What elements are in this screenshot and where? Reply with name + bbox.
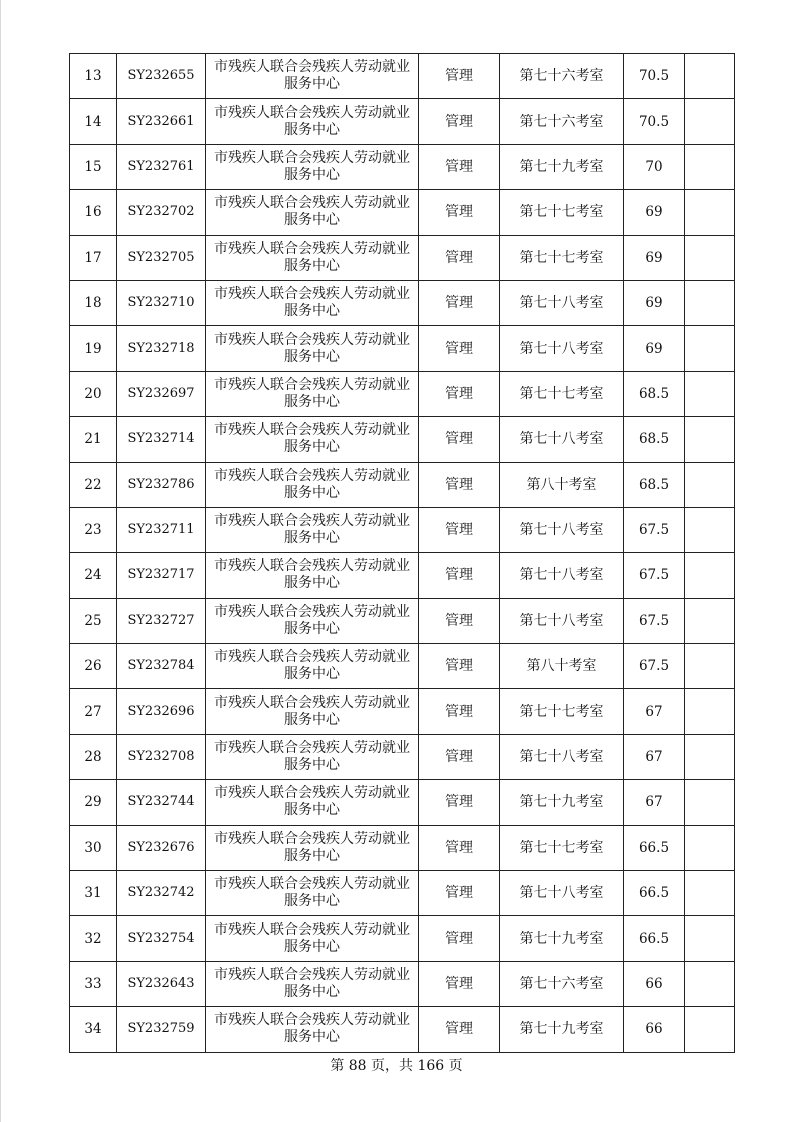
table-row — [70, 371, 735, 416]
remark-cell — [685, 961, 735, 1006]
candidate-id-cell: SY232744 — [117, 780, 206, 825]
row-number-cell: 31 — [70, 871, 117, 916]
row-number-cell: 27 — [70, 689, 117, 734]
candidate-id-cell: SY232711 — [117, 507, 206, 552]
score-cell: 66 — [624, 961, 685, 1006]
remark-cell — [685, 916, 735, 961]
row-number-cell: 20 — [70, 371, 117, 416]
row-number-cell: 19 — [70, 326, 117, 371]
exam-room-cell: 第七十六考室 — [500, 961, 624, 1006]
exam-room-cell: 第七十九考室 — [500, 780, 624, 825]
exam-room-cell: 第七十六考室 — [500, 99, 624, 144]
table-row — [70, 553, 735, 598]
table-row — [70, 961, 735, 1006]
exam-room-cell: 第七十七考室 — [500, 371, 624, 416]
score-cell: 70.5 — [624, 99, 685, 144]
employer-unit-cell: 市残疾人联合会残疾人劳动就业服务中心 — [206, 598, 419, 643]
score-cell: 67 — [624, 689, 685, 734]
candidate-id-cell: SY232705 — [117, 235, 206, 280]
exam-room-cell: 第七十七考室 — [500, 235, 624, 280]
position-type-cell: 管理 — [419, 144, 500, 189]
employer-unit-cell: 市残疾人联合会残疾人劳动就业服务中心 — [206, 417, 419, 462]
employer-unit-cell: 市残疾人联合会残疾人劳动就业服务中心 — [206, 507, 419, 552]
candidate-score-table — [69, 53, 735, 1053]
row-number-cell: 21 — [70, 417, 117, 462]
remark-cell — [685, 99, 735, 144]
exam-room-cell: 第七十八考室 — [500, 280, 624, 325]
position-type-cell: 管理 — [419, 644, 500, 689]
row-number-cell: 14 — [70, 99, 117, 144]
score-cell: 67.5 — [624, 598, 685, 643]
remark-cell — [685, 371, 735, 416]
employer-unit-cell: 市残疾人联合会残疾人劳动就业服务中心 — [206, 961, 419, 1006]
employer-unit-cell: 市残疾人联合会残疾人劳动就业服务中心 — [206, 235, 419, 280]
row-number-cell: 34 — [70, 1007, 117, 1052]
table-row — [70, 462, 735, 507]
position-type-cell: 管理 — [419, 825, 500, 870]
table-row — [70, 280, 735, 325]
exam-room-cell: 第七十八考室 — [500, 507, 624, 552]
employer-unit-cell: 市残疾人联合会残疾人劳动就业服务中心 — [206, 644, 419, 689]
exam-room-cell: 第七十八考室 — [500, 734, 624, 779]
remark-cell — [685, 734, 735, 779]
position-type-cell: 管理 — [419, 961, 500, 1006]
score-cell: 67.5 — [624, 507, 685, 552]
table-row — [70, 235, 735, 280]
table-row — [70, 326, 735, 371]
row-number-cell: 23 — [70, 507, 117, 552]
candidate-id-cell: SY232696 — [117, 689, 206, 734]
table-row — [70, 190, 735, 235]
score-cell: 67 — [624, 780, 685, 825]
exam-room-cell: 第七十九考室 — [500, 1007, 624, 1052]
row-number-cell: 15 — [70, 144, 117, 189]
score-cell: 66 — [624, 1007, 685, 1052]
remark-cell — [685, 689, 735, 734]
employer-unit-cell: 市残疾人联合会残疾人劳动就业服务中心 — [206, 280, 419, 325]
table-row — [70, 780, 735, 825]
position-type-cell: 管理 — [419, 99, 500, 144]
employer-unit-cell: 市残疾人联合会残疾人劳动就业服务中心 — [206, 144, 419, 189]
exam-room-cell: 第七十九考室 — [500, 144, 624, 189]
score-cell: 67 — [624, 734, 685, 779]
table-row — [70, 825, 735, 870]
candidate-id-cell: SY232655 — [117, 54, 206, 99]
position-type-cell: 管理 — [419, 689, 500, 734]
table-row — [70, 916, 735, 961]
position-type-cell: 管理 — [419, 734, 500, 779]
row-number-cell: 26 — [70, 644, 117, 689]
employer-unit-cell: 市残疾人联合会残疾人劳动就业服务中心 — [206, 326, 419, 371]
exam-room-cell: 第七十八考室 — [500, 871, 624, 916]
row-number-cell: 17 — [70, 235, 117, 280]
table-row — [70, 144, 735, 189]
score-cell: 68.5 — [624, 417, 685, 462]
row-number-cell: 30 — [70, 825, 117, 870]
table-body — [70, 54, 735, 1053]
remark-cell — [685, 462, 735, 507]
position-type-cell: 管理 — [419, 1007, 500, 1052]
candidate-id-cell: SY232717 — [117, 553, 206, 598]
remark-cell — [685, 1007, 735, 1052]
candidate-id-cell: SY232661 — [117, 99, 206, 144]
employer-unit-cell: 市残疾人联合会残疾人劳动就业服务中心 — [206, 916, 419, 961]
score-cell: 70 — [624, 144, 685, 189]
score-cell: 68.5 — [624, 371, 685, 416]
table-row — [70, 1007, 735, 1052]
score-cell: 67.5 — [624, 644, 685, 689]
exam-room-cell: 第七十七考室 — [500, 689, 624, 734]
position-type-cell: 管理 — [419, 553, 500, 598]
position-type-cell: 管理 — [419, 190, 500, 235]
remark-cell — [685, 507, 735, 552]
candidate-id-cell: SY232784 — [117, 644, 206, 689]
table-row — [70, 871, 735, 916]
row-number-cell: 33 — [70, 961, 117, 1006]
position-type-cell: 管理 — [419, 507, 500, 552]
score-cell: 69 — [624, 235, 685, 280]
candidate-id-cell: SY232727 — [117, 598, 206, 643]
position-type-cell: 管理 — [419, 916, 500, 961]
score-cell: 66.5 — [624, 871, 685, 916]
exam-room-cell: 第七十八考室 — [500, 417, 624, 462]
position-type-cell: 管理 — [419, 235, 500, 280]
remark-cell — [685, 144, 735, 189]
score-cell: 70.5 — [624, 54, 685, 99]
employer-unit-cell: 市残疾人联合会残疾人劳动就业服务中心 — [206, 871, 419, 916]
exam-room-cell: 第七十七考室 — [500, 190, 624, 235]
table-row — [70, 644, 735, 689]
candidate-id-cell: SY232697 — [117, 371, 206, 416]
exam-room-cell: 第七十八考室 — [500, 598, 624, 643]
candidate-id-cell: SY232754 — [117, 916, 206, 961]
exam-room-cell: 第七十六考室 — [500, 54, 624, 99]
exam-room-cell: 第七十九考室 — [500, 916, 624, 961]
employer-unit-cell: 市残疾人联合会残疾人劳动就业服务中心 — [206, 553, 419, 598]
employer-unit-cell: 市残疾人联合会残疾人劳动就业服务中心 — [206, 734, 419, 779]
page-footer: 第 88 页，共 166 页 — [330, 1058, 463, 1074]
candidate-id-cell: SY232676 — [117, 825, 206, 870]
candidate-id-cell: SY232643 — [117, 961, 206, 1006]
candidate-id-cell: SY232761 — [117, 144, 206, 189]
candidate-id-cell: SY232718 — [117, 326, 206, 371]
table-row — [70, 507, 735, 552]
row-number-cell: 13 — [70, 54, 117, 99]
row-number-cell: 16 — [70, 190, 117, 235]
candidate-id-cell: SY232759 — [117, 1007, 206, 1052]
exam-room-cell: 第七十八考室 — [500, 553, 624, 598]
score-cell: 66.5 — [624, 916, 685, 961]
candidate-id-cell: SY232714 — [117, 417, 206, 462]
employer-unit-cell: 市残疾人联合会残疾人劳动就业服务中心 — [206, 689, 419, 734]
position-type-cell: 管理 — [419, 871, 500, 916]
employer-unit-cell: 市残疾人联合会残疾人劳动就业服务中心 — [206, 1007, 419, 1052]
table-row — [70, 734, 735, 779]
score-cell: 66.5 — [624, 825, 685, 870]
table-row — [70, 689, 735, 734]
row-number-cell: 25 — [70, 598, 117, 643]
score-cell: 69 — [624, 326, 685, 371]
position-type-cell: 管理 — [419, 462, 500, 507]
row-number-cell: 28 — [70, 734, 117, 779]
employer-unit-cell: 市残疾人联合会残疾人劳动就业服务中心 — [206, 825, 419, 870]
page-edge-line — [0, 0, 1, 1122]
table-row — [70, 598, 735, 643]
remark-cell — [685, 553, 735, 598]
table-row — [70, 99, 735, 144]
exam-room-cell: 第七十八考室 — [500, 326, 624, 371]
employer-unit-cell: 市残疾人联合会残疾人劳动就业服务中心 — [206, 190, 419, 235]
position-type-cell: 管理 — [419, 598, 500, 643]
remark-cell — [685, 235, 735, 280]
employer-unit-cell: 市残疾人联合会残疾人劳动就业服务中心 — [206, 462, 419, 507]
row-number-cell: 24 — [70, 553, 117, 598]
position-type-cell: 管理 — [419, 780, 500, 825]
score-cell: 68.5 — [624, 462, 685, 507]
employer-unit-cell: 市残疾人联合会残疾人劳动就业服务中心 — [206, 99, 419, 144]
row-number-cell: 22 — [70, 462, 117, 507]
table-row — [70, 54, 735, 99]
row-number-cell: 29 — [70, 780, 117, 825]
remark-cell — [685, 780, 735, 825]
employer-unit-cell: 市残疾人联合会残疾人劳动就业服务中心 — [206, 54, 419, 99]
candidate-id-cell: SY232742 — [117, 871, 206, 916]
remark-cell — [685, 326, 735, 371]
table-row — [70, 417, 735, 462]
remark-cell — [685, 598, 735, 643]
candidate-id-cell: SY232708 — [117, 734, 206, 779]
score-cell: 69 — [624, 280, 685, 325]
remark-cell — [685, 54, 735, 99]
position-type-cell: 管理 — [419, 280, 500, 325]
remark-cell — [685, 871, 735, 916]
position-type-cell: 管理 — [419, 54, 500, 99]
exam-room-cell: 第七十七考室 — [500, 825, 624, 870]
candidate-id-cell: SY232702 — [117, 190, 206, 235]
employer-unit-cell: 市残疾人联合会残疾人劳动就业服务中心 — [206, 371, 419, 416]
remark-cell — [685, 190, 735, 235]
row-number-cell: 18 — [70, 280, 117, 325]
position-type-cell: 管理 — [419, 417, 500, 462]
exam-room-cell: 第八十考室 — [500, 462, 624, 507]
employer-unit-cell: 市残疾人联合会残疾人劳动就业服务中心 — [206, 780, 419, 825]
row-number-cell: 32 — [70, 916, 117, 961]
score-cell: 69 — [624, 190, 685, 235]
score-cell: 67.5 — [624, 553, 685, 598]
remark-cell — [685, 825, 735, 870]
remark-cell — [685, 417, 735, 462]
candidate-id-cell: SY232786 — [117, 462, 206, 507]
position-type-cell: 管理 — [419, 326, 500, 371]
remark-cell — [685, 644, 735, 689]
remark-cell — [685, 280, 735, 325]
candidate-id-cell: SY232710 — [117, 280, 206, 325]
exam-room-cell: 第八十考室 — [500, 644, 624, 689]
position-type-cell: 管理 — [419, 371, 500, 416]
